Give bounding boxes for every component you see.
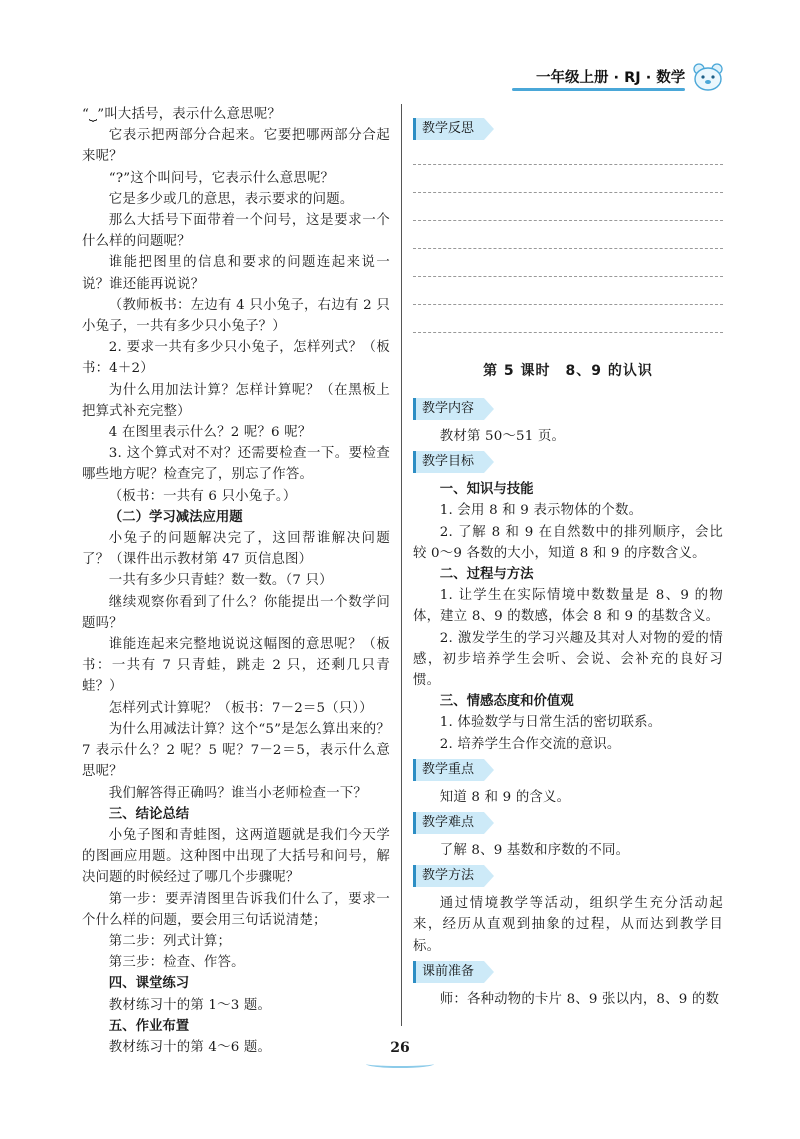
- header-underline: [512, 88, 685, 91]
- section-tag-preparation: 课前准备: [413, 961, 484, 983]
- goal-item: 2. 激发学生的学习兴趣及其对人对物的爱的情感，初步培养学生会听、会说、会补充的良好习惯。: [413, 630, 723, 689]
- left-column: [82, 104, 390, 1058]
- reflection-line: [413, 332, 723, 333]
- reflection-line: [413, 304, 723, 305]
- paragraph: （板书：一共有 6 只小兔子。）: [108, 488, 297, 504]
- goal-item: 1. 会用 8 和 9 表示物体的个数。: [439, 503, 643, 519]
- paragraph: 怎样列式计算呢？（板书：7－2＝5（只））: [108, 700, 373, 716]
- section-tag-reflection: 教学反思: [413, 118, 484, 140]
- paragraph: （教师板书：左边有 4 只小兔子，右边有 2 只小兔子，一共有多少只小兔子？）: [82, 297, 390, 335]
- paragraph: 继续观察你看到了什么？你能提出一个数学问题吗？: [82, 594, 390, 631]
- paragraph: “⏟”叫大括号，表示什么意思呢？: [82, 107, 282, 122]
- difficulty-text: 了解 8、9 基数和序数的不同。: [439, 843, 630, 859]
- section-heading: 五、作业布置: [108, 1018, 190, 1034]
- prep-text: 师：各种动物的卡片 8、9 张以内，8、9 的数: [439, 991, 720, 1007]
- paragraph: 2. 要求一共有多少只小兔子，怎样列式？（板书：4＋2）: [82, 340, 390, 377]
- section-tag-content: 教学内容: [413, 398, 484, 420]
- reflection-line: [413, 192, 723, 193]
- paragraph: “?”这个叫问号，它表示什么意思呢？: [108, 170, 335, 186]
- paragraph: 小兔子的问题解决完了，这回帮谁解决问题了？（课件出示教材第 47 页信息图）: [82, 531, 390, 568]
- reflection-line: [413, 276, 723, 277]
- section-tag-method: 教学方法: [413, 865, 484, 887]
- column-divider: [401, 104, 402, 1026]
- goal-item: 2. 培养学生合作交流的意识。: [439, 736, 621, 752]
- page-header: [500, 62, 725, 92]
- section-tag-key-points: 教学重点: [413, 759, 484, 781]
- difficulty-tag-wrap: [413, 808, 723, 840]
- paragraph: 4 在图里表示什么？2 呢？6 呢？: [108, 425, 312, 441]
- method-tag-wrap: [413, 861, 723, 893]
- paragraph: 第一步：要弄清图里告诉我们什么了，要求一个什么样的问题，要会用三句话说清楚；: [82, 891, 390, 928]
- paragraph: 为什么用减法计算？这个“5”是怎么算出来的？7 表示什么？2 呢？5 呢？7－2＝5，表示什么意思呢？: [82, 721, 390, 780]
- paragraph: 我们解答得正确吗？谁当小老师检查一下？: [108, 785, 368, 801]
- prep-tag-wrap: [413, 957, 723, 989]
- paragraph: 教材练习十的第 1～3 题。: [108, 997, 272, 1013]
- section-heading: （二）学习减法应用题: [108, 509, 243, 525]
- goal-item: 1. 体验数学与日常生活的密切联系。: [439, 715, 662, 731]
- paragraph: 小兔子图和青蛙图，这两道题就是我们今天学的图画应用题。这种图中出现了大括号和问号，解决问题的时候经过了哪几个步骤呢？: [82, 827, 390, 886]
- key-tag-wrap: [413, 755, 723, 787]
- paragraph: 谁能把图里的信息和要求的问题连起来说一说？谁还能再说说？: [82, 255, 390, 292]
- goal-heading: 一、知识与技能: [439, 482, 534, 498]
- reflection-tag-wrap: [413, 114, 723, 146]
- paragraph: 那么大括号下面带着一个问号，这是要求一个什么样的问题呢？: [82, 213, 390, 250]
- page-number: 26: [390, 1040, 410, 1056]
- goal-item: 2. 了解 8 和 9 在自然数中的排列顺序，会比较 0～9 各数的大小，知道 8 和 9 的序数含义。: [413, 524, 723, 561]
- key-text: 知道 8 和 9 的含义。: [439, 789, 571, 805]
- lesson-title: 第 5 课时 8、9 的认识: [483, 363, 653, 379]
- content-tag-wrap: [413, 394, 723, 426]
- paragraph: 教材练习十的第 4～6 题。: [108, 1039, 272, 1055]
- right-column: [413, 114, 723, 1010]
- paragraph: 它是多少或几的意思，表示要求的问题。: [108, 191, 354, 207]
- bear-mascot-icon: [691, 62, 725, 92]
- goals-tag-wrap: [413, 447, 723, 479]
- section-heading: 四、课堂练习: [108, 976, 190, 992]
- method-text: 通过情境教学等活动，组织学生充分活动起来，经历从直观到抽象的过程，从而达到教学目标。: [413, 896, 723, 954]
- reflection-line: [413, 248, 723, 249]
- paragraph: 它表示把两部分合起来。它要把哪两部分合起来呢？: [82, 128, 390, 165]
- page-number-ornament: [366, 1060, 434, 1068]
- book-title: 一年级上册 · RJ · 数学: [536, 70, 686, 86]
- paragraph: 一共有多少只青蛙？数一数。（7 只）: [108, 573, 333, 589]
- paragraph: 谁能连起来完整地说说这幅图的意思呢？（板书：一共有 7 只青蛙，跳走 2 只，还剩几只青蛙？）: [82, 637, 390, 695]
- goal-item: 1. 让学生在实际情境中数数量是 8、9 的物体，建立 8、9 的数感，体会 8 和 9 的基数含义。: [413, 588, 723, 625]
- reflection-line: [413, 220, 723, 221]
- section-heading: 三、结论总结: [108, 806, 190, 822]
- content-text: 教材第 50～51 页。: [439, 429, 566, 444]
- paragraph: 第二步：列式计算；: [108, 933, 232, 949]
- section-tag-goals: 教学目标: [413, 451, 484, 473]
- reflection-line: [413, 164, 723, 165]
- section-tag-difficulty: 教学难点: [413, 812, 484, 834]
- goal-heading: 三、情感态度和价值观: [439, 694, 574, 710]
- paragraph: 为什么用加法计算？怎样计算呢？（在黑板上把算式补充完整）: [82, 382, 390, 419]
- paragraph: 第三步：检查、作答。: [108, 955, 245, 971]
- goal-heading: 二、过程与方法: [439, 567, 534, 583]
- paragraph: 3. 这个算式对不对？还需要检查一下。要检查哪些地方呢？检查完了，别忘了作答。: [82, 446, 390, 483]
